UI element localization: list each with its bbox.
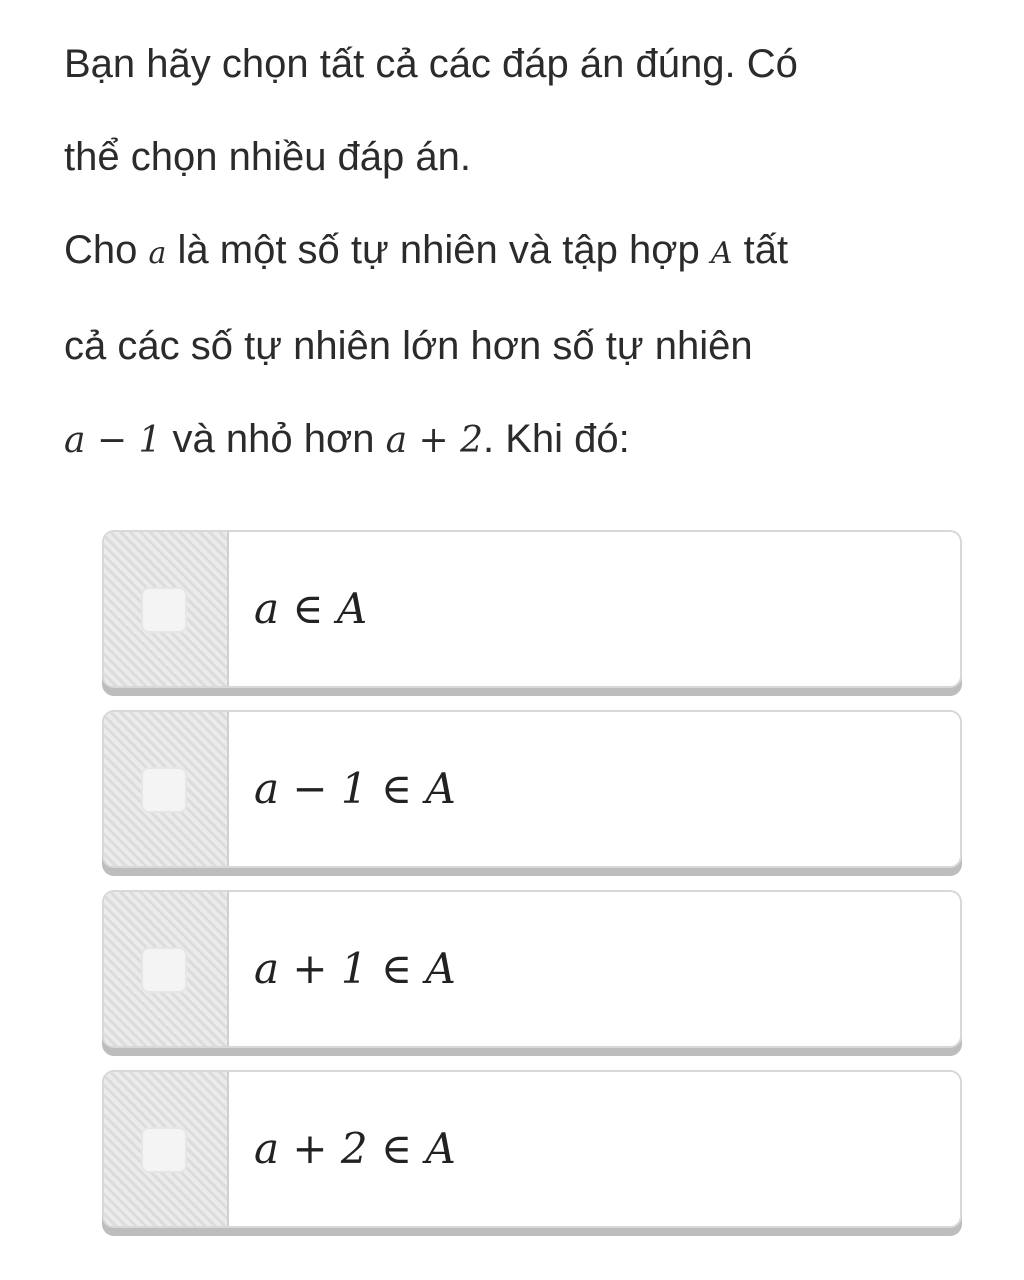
math-expression-a-plus-2: a + 2 xyxy=(385,420,484,461)
question-text xyxy=(64,18,974,487)
answer-option-4[interactable] xyxy=(102,1070,962,1228)
question-text-segment: là một số tự nhiên và tập hợp xyxy=(166,228,711,272)
option-checkbox-area xyxy=(104,892,229,1046)
math-expression-a-minus-1: a − 1 xyxy=(64,420,162,461)
question-text-segment: tất xyxy=(732,228,789,272)
answer-option-1[interactable] xyxy=(102,530,962,688)
question-line-2: thể chọn nhiều đáp án. xyxy=(64,135,472,179)
question-line-1: Bạn hãy chọn tất cả các đáp án đúng. Có xyxy=(64,42,798,86)
checkbox[interactable] xyxy=(141,1127,187,1173)
question-line-5 xyxy=(64,393,974,487)
answer-option-3[interactable] xyxy=(102,890,962,1048)
option-label: a + 2 ∈ A xyxy=(254,1124,456,1173)
option-label: a − 1 ∈ A xyxy=(254,764,456,813)
question-text-segment: . Khi đó: xyxy=(483,417,630,461)
option-label: a + 1 ∈ A xyxy=(254,944,456,993)
option-checkbox-area xyxy=(104,1072,229,1226)
option-checkbox-area xyxy=(104,712,229,866)
question-line-4: cả các số tự nhiên lớn hơn số tự nhiên xyxy=(64,324,753,368)
question-text-segment: Cho xyxy=(64,228,149,272)
answer-option-2[interactable] xyxy=(102,710,962,868)
math-variable-a: a xyxy=(148,236,167,271)
checkbox[interactable] xyxy=(141,767,187,813)
option-checkbox-area xyxy=(104,532,229,686)
math-set-a: A xyxy=(710,236,733,271)
option-label: a ∈ A xyxy=(254,584,368,633)
checkbox[interactable] xyxy=(141,587,187,633)
checkbox[interactable] xyxy=(141,947,187,993)
question-text-segment: và nhỏ hơn xyxy=(161,417,386,461)
answer-options xyxy=(102,530,962,1250)
question-line-3 xyxy=(64,204,974,300)
